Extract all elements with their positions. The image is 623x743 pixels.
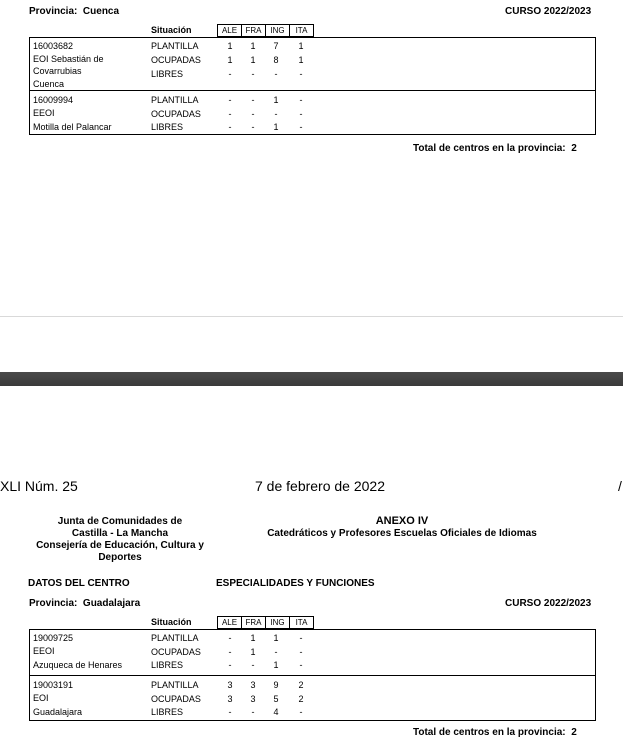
value-cell: - — [228, 633, 232, 643]
value-cell: - — [251, 69, 255, 79]
situation-label: OCUPADAS — [151, 694, 201, 704]
course-label: CURSO 2022/2023 — [505, 6, 592, 17]
value-cell: 3 — [227, 694, 233, 704]
situation-label: LIBRES — [151, 707, 184, 717]
province-name: Guadalajara — [82, 598, 141, 609]
value-cell: - — [274, 69, 278, 79]
value-cell: - — [228, 707, 232, 717]
value-cell: - — [299, 69, 303, 79]
bulletin-number: XLI Núm. 25 — [0, 478, 78, 494]
spec-fra: FRA — [241, 24, 266, 37]
situation-label: PLANTILLA — [151, 95, 199, 105]
situacion-header: Situación — [151, 617, 192, 627]
total-value: 2 — [571, 143, 577, 154]
junta-line: Consejería de Educación, Cultura y — [36, 540, 204, 551]
value-cell: 4 — [273, 707, 279, 717]
value-cell: - — [228, 122, 232, 132]
bulletin-date: 7 de febrero de 2022 — [255, 478, 385, 494]
page-bottom-edge — [0, 316, 623, 317]
value-cell: 7 — [273, 41, 279, 51]
value-cell: 8 — [273, 55, 279, 65]
province-name: Cuenca — [82, 6, 120, 17]
situation-label: PLANTILLA — [151, 680, 199, 690]
center-name-line: EOI — [33, 693, 49, 703]
value-cell: - — [228, 69, 232, 79]
value-cell: - — [299, 660, 303, 670]
value-cell: 5 — [273, 694, 279, 704]
situation-label: OCUPADAS — [151, 647, 201, 657]
value-cell: 1 — [273, 95, 279, 105]
situation-label: PLANTILLA — [151, 633, 199, 643]
value-cell: 1 — [298, 41, 304, 51]
value-cell: - — [251, 109, 255, 119]
value-cell: 2 — [298, 680, 304, 690]
center-name-line: Covarrubias — [33, 66, 82, 76]
page-separator — [0, 372, 623, 386]
value-cell: - — [251, 122, 255, 132]
situation-label: LIBRES — [151, 660, 184, 670]
value-cell: 1 — [250, 647, 256, 657]
value-cell: 1 — [273, 660, 279, 670]
value-cell: 1 — [250, 55, 256, 65]
value-cell: - — [251, 707, 255, 717]
junta-line: Deportes — [98, 552, 142, 563]
situacion-header: Situación — [151, 25, 192, 35]
value-cell: - — [274, 647, 278, 657]
center-code: 16003682 — [33, 41, 74, 51]
specialties-header — [217, 24, 313, 36]
value-cell: - — [228, 95, 232, 105]
total-value: 2 — [571, 727, 577, 738]
center-location: Azuqueca de Henares — [33, 660, 123, 670]
spec-ing: ING — [265, 616, 290, 629]
value-cell: 2 — [298, 694, 304, 704]
center-location: Guadalajara — [33, 707, 83, 717]
center-name-line: EEOI — [33, 108, 55, 118]
value-cell: - — [299, 122, 303, 132]
spec-fra: FRA — [241, 616, 266, 629]
center-code: 16009994 — [33, 95, 74, 105]
value-cell: 1 — [298, 55, 304, 65]
spec-ita: ITA — [289, 24, 314, 37]
row-divider — [29, 675, 596, 676]
value-cell: - — [228, 109, 232, 119]
value-cell: - — [299, 633, 303, 643]
row-divider — [29, 90, 596, 91]
center-location: Motilla del Palancar — [33, 122, 112, 132]
province-label: Provincia: Guadalajara — [29, 598, 141, 609]
center-name-line: EEOI — [33, 646, 55, 656]
spec-ita: ITA — [289, 616, 314, 629]
spec-ale: ALE — [217, 616, 242, 629]
value-cell: 3 — [250, 694, 256, 704]
junta-line: Junta de Comunidades de — [57, 516, 183, 527]
value-cell: 3 — [250, 680, 256, 690]
value-cell: - — [274, 109, 278, 119]
junta-line: Castilla - La Mancha — [71, 528, 169, 539]
province-label: Provincia: Cuenca — [29, 6, 120, 17]
center-code: 19003191 — [33, 680, 74, 690]
spec-ale: ALE — [217, 24, 242, 37]
situation-label: PLANTILLA — [151, 41, 199, 51]
value-cell: - — [299, 95, 303, 105]
total-centers: Total de centros en la provincia: 2 — [413, 727, 577, 738]
value-cell: - — [299, 647, 303, 657]
value-cell: - — [299, 707, 303, 717]
situation-label: OCUPADAS — [151, 55, 201, 65]
datos-centro-heading: DATOS DEL CENTRO — [28, 578, 130, 589]
junta-heading — [25, 516, 215, 564]
value-cell: - — [228, 647, 232, 657]
annex-title: ANEXO IV — [375, 515, 429, 527]
value-cell: 3 — [227, 680, 233, 690]
center-name-line: EOI Sebastián de — [33, 54, 104, 64]
course-label: CURSO 2022/2023 — [505, 598, 592, 609]
value-cell: 1 — [273, 122, 279, 132]
situation-label: OCUPADAS — [151, 109, 201, 119]
situation-label: LIBRES — [151, 69, 184, 79]
annex-subtitle: Catedráticos y Profesores Escuelas Oficiales de Idiomas — [267, 528, 537, 539]
value-cell: 1 — [273, 633, 279, 643]
value-cell: 1 — [227, 41, 233, 51]
center-code: 19009725 — [33, 633, 74, 643]
especialidades-heading: ESPECIALIDADES Y FUNCIONES — [216, 578, 375, 589]
specialties-header — [217, 616, 313, 628]
value-cell: 1 — [250, 41, 256, 51]
page-number-fragment: / — [618, 478, 622, 494]
spec-ing: ING — [265, 24, 290, 37]
total-centers: Total de centros en la provincia: 2 — [413, 143, 577, 154]
value-cell: 9 — [273, 680, 279, 690]
value-cell: 1 — [250, 633, 256, 643]
value-cell: - — [228, 660, 232, 670]
value-cell: - — [299, 109, 303, 119]
value-cell: - — [251, 95, 255, 105]
value-cell: 1 — [227, 55, 233, 65]
value-cell: - — [251, 660, 255, 670]
situation-label: LIBRES — [151, 122, 184, 132]
center-location: Cuenca — [33, 79, 65, 89]
